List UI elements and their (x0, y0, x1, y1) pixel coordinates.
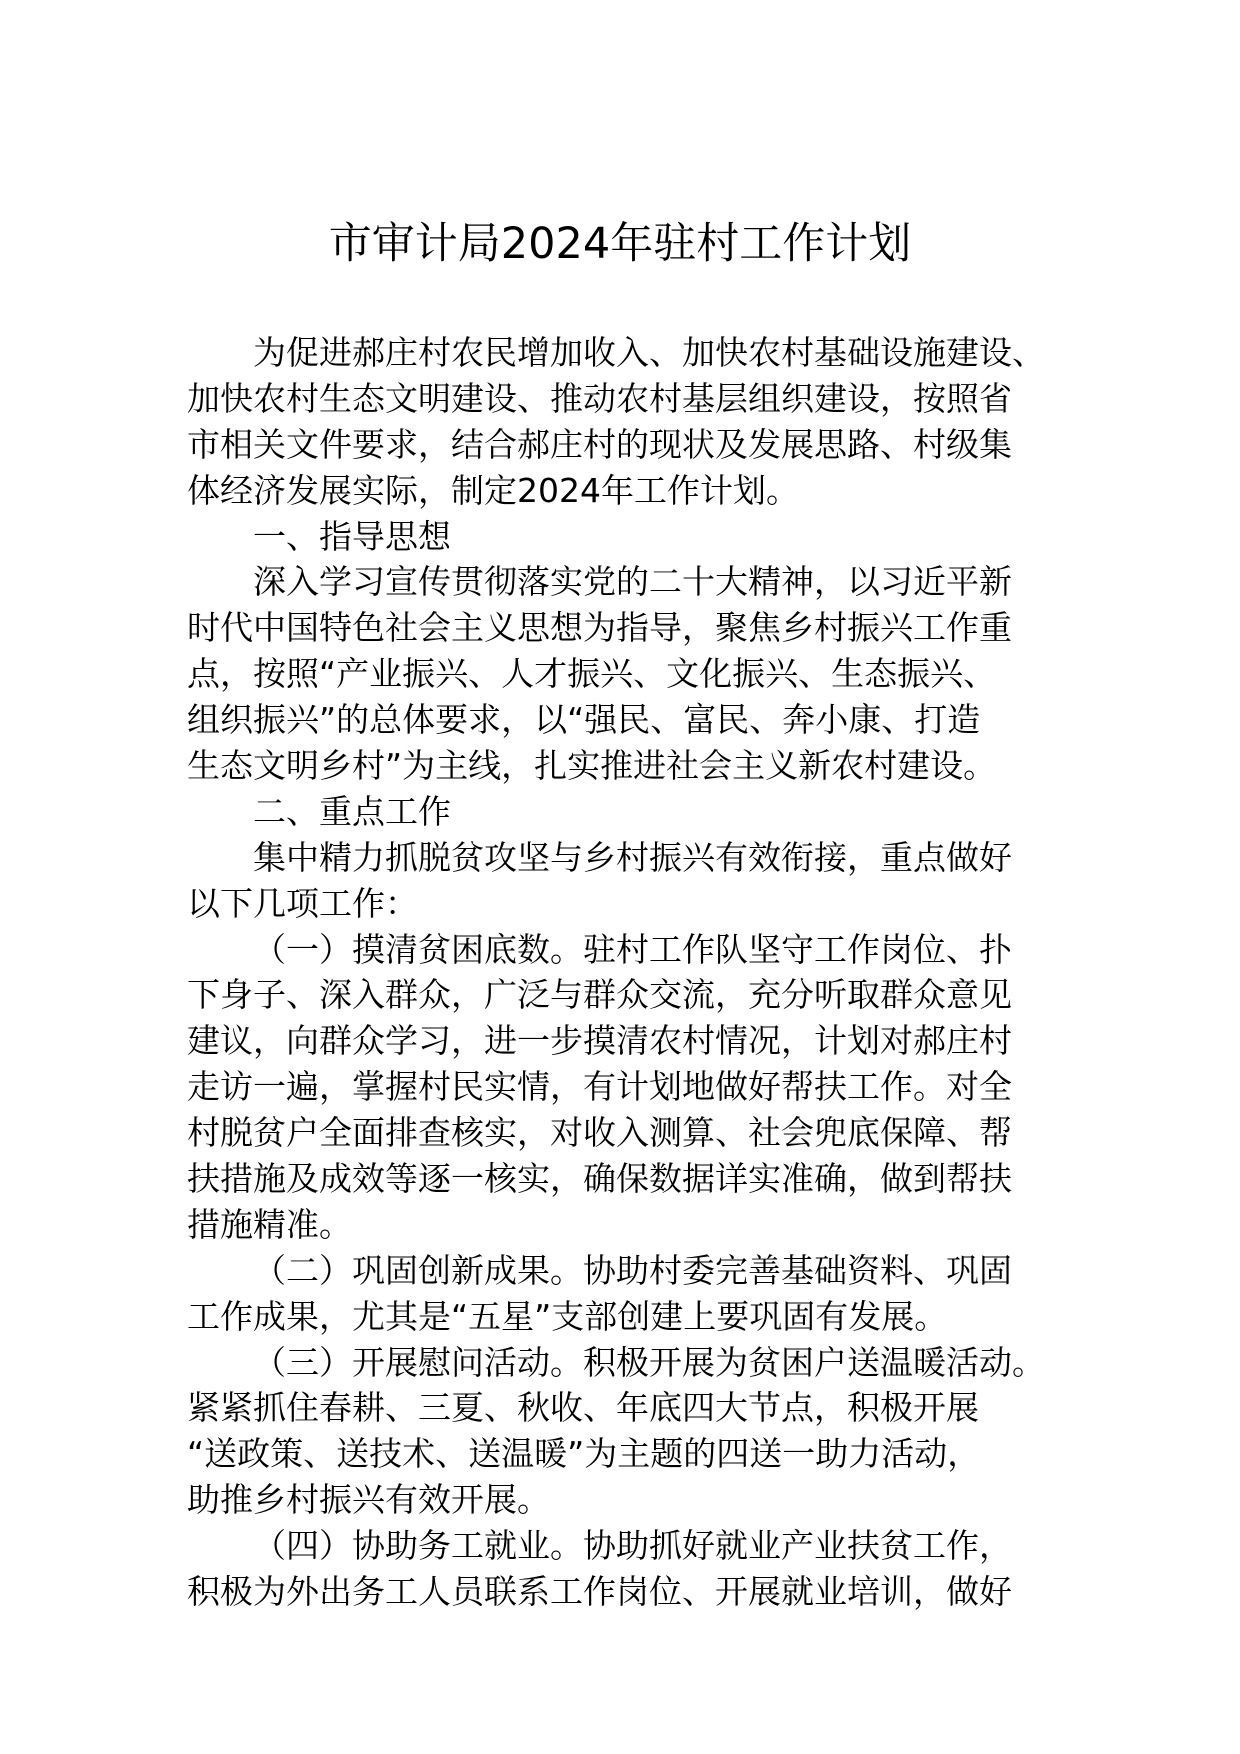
paragraph-line: 积极为外出务工人员联系工作岗位、开展就业培训，做好 (187, 1572, 1012, 1612)
paragraph-line: 扶措施及成效等逐一核实，确保数据详实准确，做到帮扶 (187, 1159, 1012, 1199)
paragraph-line: 市相关文件要求，结合郝庄村的现状及发展思路、村级集 (187, 424, 1012, 464)
paragraph-line: 点，按照“产业振兴、人才振兴、文化振兴、生态振兴、 (187, 654, 997, 694)
paragraph-line: 生态文明乡村”为主线，扎实推进社会主义新农村建设。 (187, 746, 997, 786)
paragraph-line: 时代中国特色社会主义思想为指导，聚焦乡村振兴工作重 (187, 608, 1012, 648)
paragraph-line: （四）协助务工就业。协助抓好就业产业扶贫工作， (253, 1526, 1012, 1566)
paragraph-line: 村脱贫户全面排查核实，对收入测算、社会兜底保障、帮 (187, 1113, 1012, 1153)
paragraph-line: 为促进郝庄村农民增加收入、加快农村基础设施建设、 (253, 333, 1045, 372)
paragraph-line: 助推乡村振兴有效开展。 (187, 1480, 550, 1520)
document-title: 市审计局2024年驻村工作计划 (328, 219, 912, 269)
paragraph-line: （三）开展慰问活动。积极开展为贫困户送温暖活动。 (253, 1342, 1045, 1382)
paragraph-line: 走访一遍，掌握村民实情，有计划地做好帮扶工作。对全 (187, 1067, 1012, 1107)
paragraph-line: （一）摸清贫困底数。驻村工作队坚守工作岗位、扑 (253, 929, 1012, 969)
paragraph-line: 体经济发展实际，制定2024年工作计划。 (187, 470, 799, 510)
paragraph-line: 加快农村生态文明建设、推动农村基层组织建设，按照省 (187, 378, 1012, 418)
paragraph-line: 建议，向群众学习，进一步摸清农村情况，计划对郝庄村 (187, 1021, 1012, 1061)
section-heading: 二、重点工作 (253, 791, 451, 831)
paragraph-line: 集中精力抓脱贫攻坚与乡村振兴有效衔接，重点做好 (253, 837, 1012, 877)
paragraph-line: 紧紧抓住春耕、三夏、秋收、年底四大节点，积极开展 (187, 1388, 979, 1428)
document-body (187, 330, 1067, 1615)
section-heading: 一、指导思想 (253, 516, 451, 556)
paragraph-line: 工作成果，尤其是“五星”支部创建上要巩固有发展。 (187, 1296, 948, 1336)
paragraph-line: 下身子、深入群众，广泛与群众交流，充分听取群众意见 (187, 975, 1012, 1015)
paragraph-line: 组织振兴”的总体要求，以“强民、富民、奔小康、打造 (187, 700, 981, 740)
paragraph-line: 以下几项工作： (187, 883, 418, 923)
paragraph-line: “送政策、送技术、送温暖”为主题的四送一助力活动， (187, 1434, 981, 1474)
paragraph-line: 深入学习宣传贯彻落实党的二十大精神，以习近平新 (253, 562, 1012, 602)
paragraph-line: （二）巩固创新成果。协助村委完善基础资料、巩固 (253, 1250, 1012, 1290)
paragraph-line: 措施精准。 (187, 1204, 352, 1244)
